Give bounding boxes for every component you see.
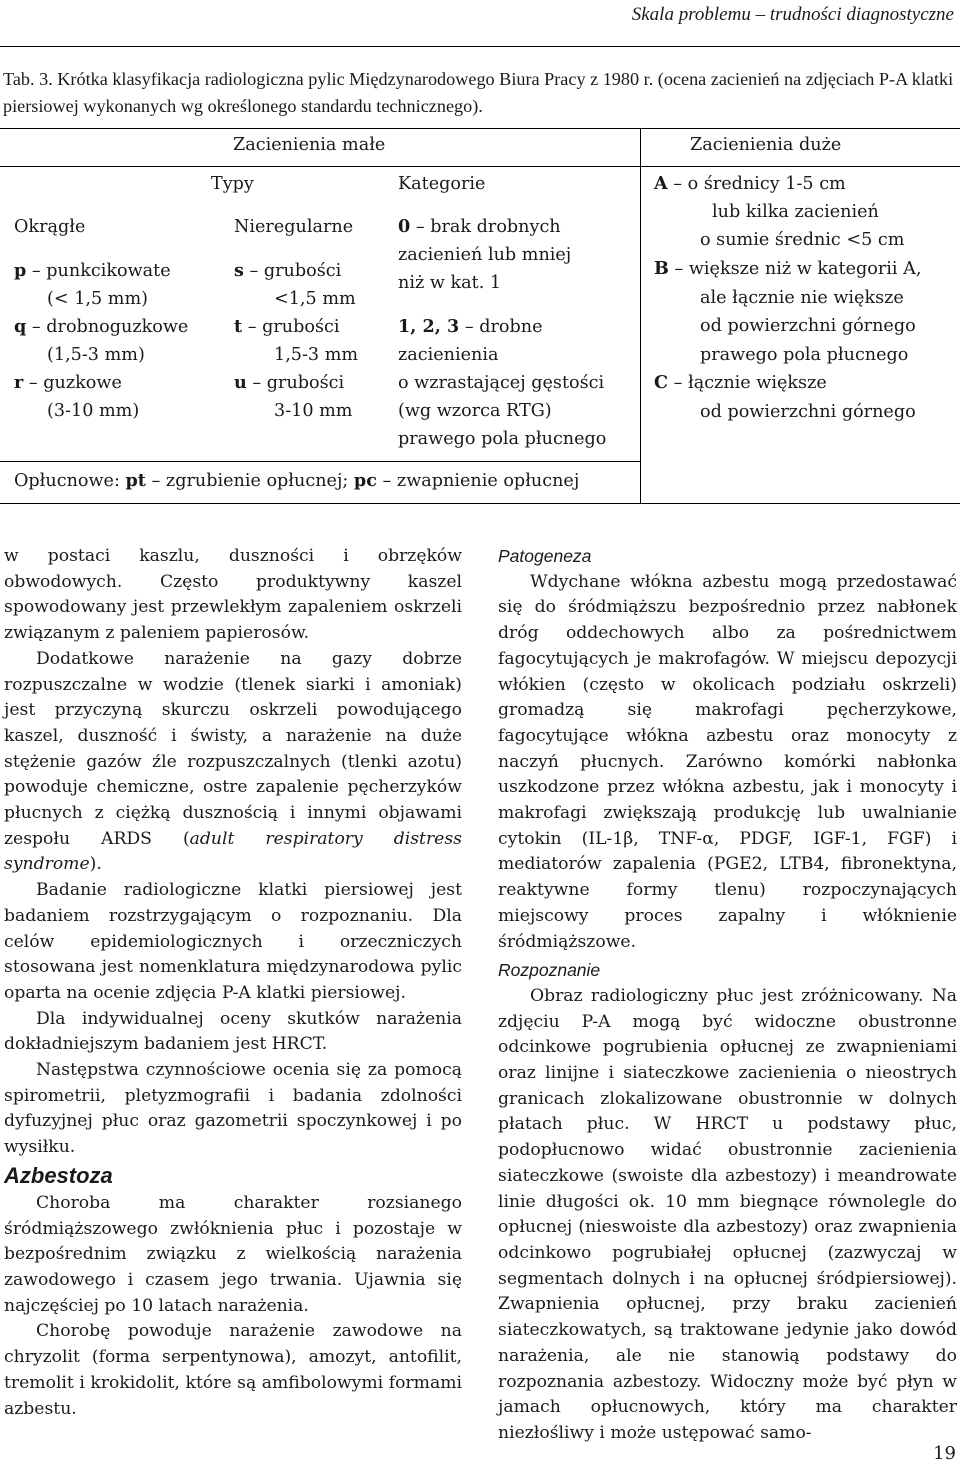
large-A [654, 173, 846, 195]
large-letter: B [654, 258, 669, 279]
paragraph-end: ). [89, 854, 102, 875]
large-text: – o średnicy 1-5 cm [673, 174, 846, 194]
large-letter: A [654, 173, 668, 194]
irregular-type-s [234, 260, 341, 282]
type-letter: t [234, 316, 243, 337]
left-column [4, 544, 462, 1422]
round-type-q [14, 316, 188, 338]
category-123-line2: zacienienia [398, 345, 499, 365]
round-size-p: (< 1,5 mm) [47, 289, 149, 309]
paragraph: Choroba ma charakter rozsianego śródmiąższowego zwłóknienia płuc i pozostaje w bezpośrednim związku z wielkością narażenia zawodowego i czasem jego trwania. Ujawnia się najczęściej po 10 latach narażenia. [4, 1192, 462, 1316]
subheading: Patogeneza [498, 546, 592, 566]
kategorie-header: Kategorie [398, 174, 486, 194]
round-header: Okrągłe [14, 217, 86, 237]
section-heading: Azbestoza [4, 1162, 113, 1188]
irregular-size-u: 3-10 mm [274, 401, 353, 421]
paragraph: Chorobę powoduje narażenie zawodowe na chryzolit (forma serpentynowa), amozyt, antofilit, tremolit i krokidolit, które są amfibolowymi formami azbestu. [4, 1321, 462, 1419]
category-123-line3: o wzrastającej gęstości [398, 373, 605, 393]
pt-code: pt [125, 470, 146, 491]
category-text: – brak drobnych [415, 217, 561, 237]
large-C-line2: od powierzchni górnego [700, 402, 916, 422]
category-123-line5: prawego pola płucnego [398, 429, 607, 449]
type-name: – grubości [252, 373, 345, 393]
irregular-size-t: 1,5-3 mm [274, 345, 359, 365]
large-B-line2: ale łącznie nie większe [700, 288, 904, 308]
category-0 [398, 216, 561, 238]
large-A-line2: lub kilka zacienień [712, 202, 879, 222]
table-caption: Tab. 3. Krótka klasyfikacja radiologiczna pylic Międzynarodowego Biura Pracy z 1980 r. (ocena zacienień na zdjęciach P-A klatki piersiowej wykonanych wg określonego standardu technicznego). [3, 69, 954, 116]
table-header-rule [0, 166, 960, 167]
pt-text: – zgrubienie opłucnej; [151, 471, 349, 491]
irregular-header: Nieregularne [234, 217, 354, 237]
paragraph: Następstwa czynnościowe ocenia się za pomocą spirometrii, pletyzmografii i badania zdolności dyfuzyjnej płuc oraz gazometrii spoczynkowej i po wysiłku. [4, 1060, 462, 1158]
type-name: – guzkowe [28, 373, 122, 393]
type-name: – grubości [249, 261, 342, 281]
pleural-rule [0, 461, 640, 462]
round-size-q: (1,5-3 mm) [47, 345, 145, 365]
paragraph: w postaci kaszlu, duszności i obrzęków obwodowych. Często produktywny kaszel spowodowany jest przewlekłym zapaleniem oskrzeli związanym z paleniem papierosów. [4, 546, 462, 644]
round-type-r [14, 372, 122, 394]
type-letter: q [14, 316, 27, 337]
round-size-r: (3-10 mm) [47, 401, 140, 421]
paragraph-text: Dodatkowe narażenie na gazy dobrze rozpuszczalne w wodzie (tlenek siarki i amoniak) jest przyczyną skurczu oskrzeli powodującego kaszel, duszność i świsty, a narażenie na duże stężenie gazów źle rozpuszczalnych (tlenki azotu) powoduje chemiczne, ostre zapalenie pęcherzyków płucnych z ciężką dusznością i innymi objawami zespołu ARDS ( [4, 648, 462, 849]
type-name: – punkcikowate [31, 261, 171, 281]
right-column [498, 544, 957, 1447]
category-text: – drobne [464, 317, 543, 337]
pleural-label: Opłucnowe: [14, 471, 120, 491]
pc-text: – zwapnienie opłucnej [382, 471, 580, 491]
large-A-line3: o sumie średnic <5 cm [700, 230, 905, 250]
group-large-header: Zacienienia duże [690, 135, 842, 155]
running-header: Skala problemu – trudności diagnostyczne [631, 4, 954, 25]
category-code: 0 [398, 216, 411, 237]
table-top-rule [0, 128, 960, 129]
paragraph: Badanie radiologiczne klatki piersiowej jest badaniem rozstrzygającym o rozpoznaniu. Dla celów epidemiologicznych i orzeczniczych stosowana jest nomenklatura międzynarodowa pylic oparta na ocenie zdjęcia P-A klatki piersiowej. [4, 880, 462, 1003]
large-letter: C [654, 372, 669, 393]
table-divider [640, 128, 641, 503]
category-0-line2: zacienień lub mniej [398, 245, 572, 265]
type-letter: u [234, 372, 247, 393]
large-C [654, 372, 827, 394]
type-name: – drobnoguzkowe [31, 317, 189, 337]
large-B-line3: od powierzchni górnego [700, 316, 916, 336]
large-B [654, 258, 921, 280]
type-letter: s [234, 260, 244, 281]
category-code: 1, 2, 3 [398, 316, 460, 337]
typy-header: Typy [211, 174, 254, 194]
paragraph [4, 647, 462, 878]
table-bottom-rule [0, 503, 960, 504]
type-name: – grubości [247, 317, 340, 337]
pleural-row [14, 470, 579, 492]
large-text: – większe niż w kategorii A, [674, 259, 922, 279]
paragraph: Obraz radiologiczny płuc jest zróżnicowany. Na zdjęciu P-A mogą być widoczne obustronne odcinkowe pogrubienia opłucnej ze zwapnieniami oraz linijne i siateczkowe zacienienia o nieostrych granicach zlokalizowane obustronnie w dolnych płatach płuc. W HRCT u podstawy płuc, podopłucnowo widać obustronnie zacienienia siateczkowe (swoiste dla azbestozy) i meandrowate linie długości ok. 10 mm biegnące równolegle do opłucnej (nieswoiste dla azbestozy) oraz zwapnienia odcinkowo pogrubiałej opłucnej (zazwyczaj w segmentach dolnych i na opłucnej śródpiersiowej). Zwapnienia opłucnej, przy braku zacienień siateczkowatych, są traktowane jedynie jako dowód narażenia, ale nie stanowią podstawy do rozpoznania azbestozy. Widoczny może być płyn w jamach opłucnowych, który ma charakter niezłośliwy i może ustępować samo- [498, 985, 957, 1443]
type-letter: p [14, 260, 27, 281]
round-type-p [14, 260, 171, 282]
page-number: 19 [933, 1443, 956, 1464]
large-text: – łącznie większe [673, 373, 827, 393]
large-B-line4: prawego pola płucnego [700, 345, 909, 365]
group-small-header: Zacienienia małe [233, 135, 386, 155]
paragraph: Wdychane włókna azbestu mogą przedostawać się do śródmiąższu bezpośrednio przez nabłonek dróg oddechowych albo za pośrednictwem fagocytujących je makrofagów. W miejscu depozycji włókien (często w okolicach podziału oskrzeli) gromadzą się makrofagi pęcherzykowe, fagocytujące włókna azbestu oraz monocyty z naczyń płucnych. Zarówno komórki nabłonka uszkodzone przez włókna azbestu, jak i monocyty i makrofagi zwiększają produkcję lub uwalnianie cytokin (IL-1β, TNF-α, PDGF, IGF-1, FGF) i mediatorów zapalenia (PGE2, LTB4, fibronektyna, reaktywne formy tlenu) rozpoczynających miejscowy proces zapalny i włóknienie śródmiąższowe. [498, 571, 957, 952]
irregular-type-u [234, 372, 344, 394]
category-123 [398, 316, 543, 338]
italic-term: adult respiratory distress syndrome [4, 828, 462, 875]
type-letter: r [14, 372, 24, 393]
paragraph: Dla indywidualnej oceny skutków narażenia dokładniejszym badaniem jest HRCT. [4, 1008, 462, 1055]
category-0-line3: niż w kat. 1 [398, 273, 502, 293]
header-rule [0, 46, 960, 47]
category-123-line4: (wg wzorca RTG) [398, 401, 552, 421]
irregular-size-s: <1,5 mm [274, 289, 356, 309]
irregular-type-t [234, 316, 340, 338]
pc-code: pc [353, 470, 377, 491]
subheading: Rozpoznanie [498, 960, 601, 981]
